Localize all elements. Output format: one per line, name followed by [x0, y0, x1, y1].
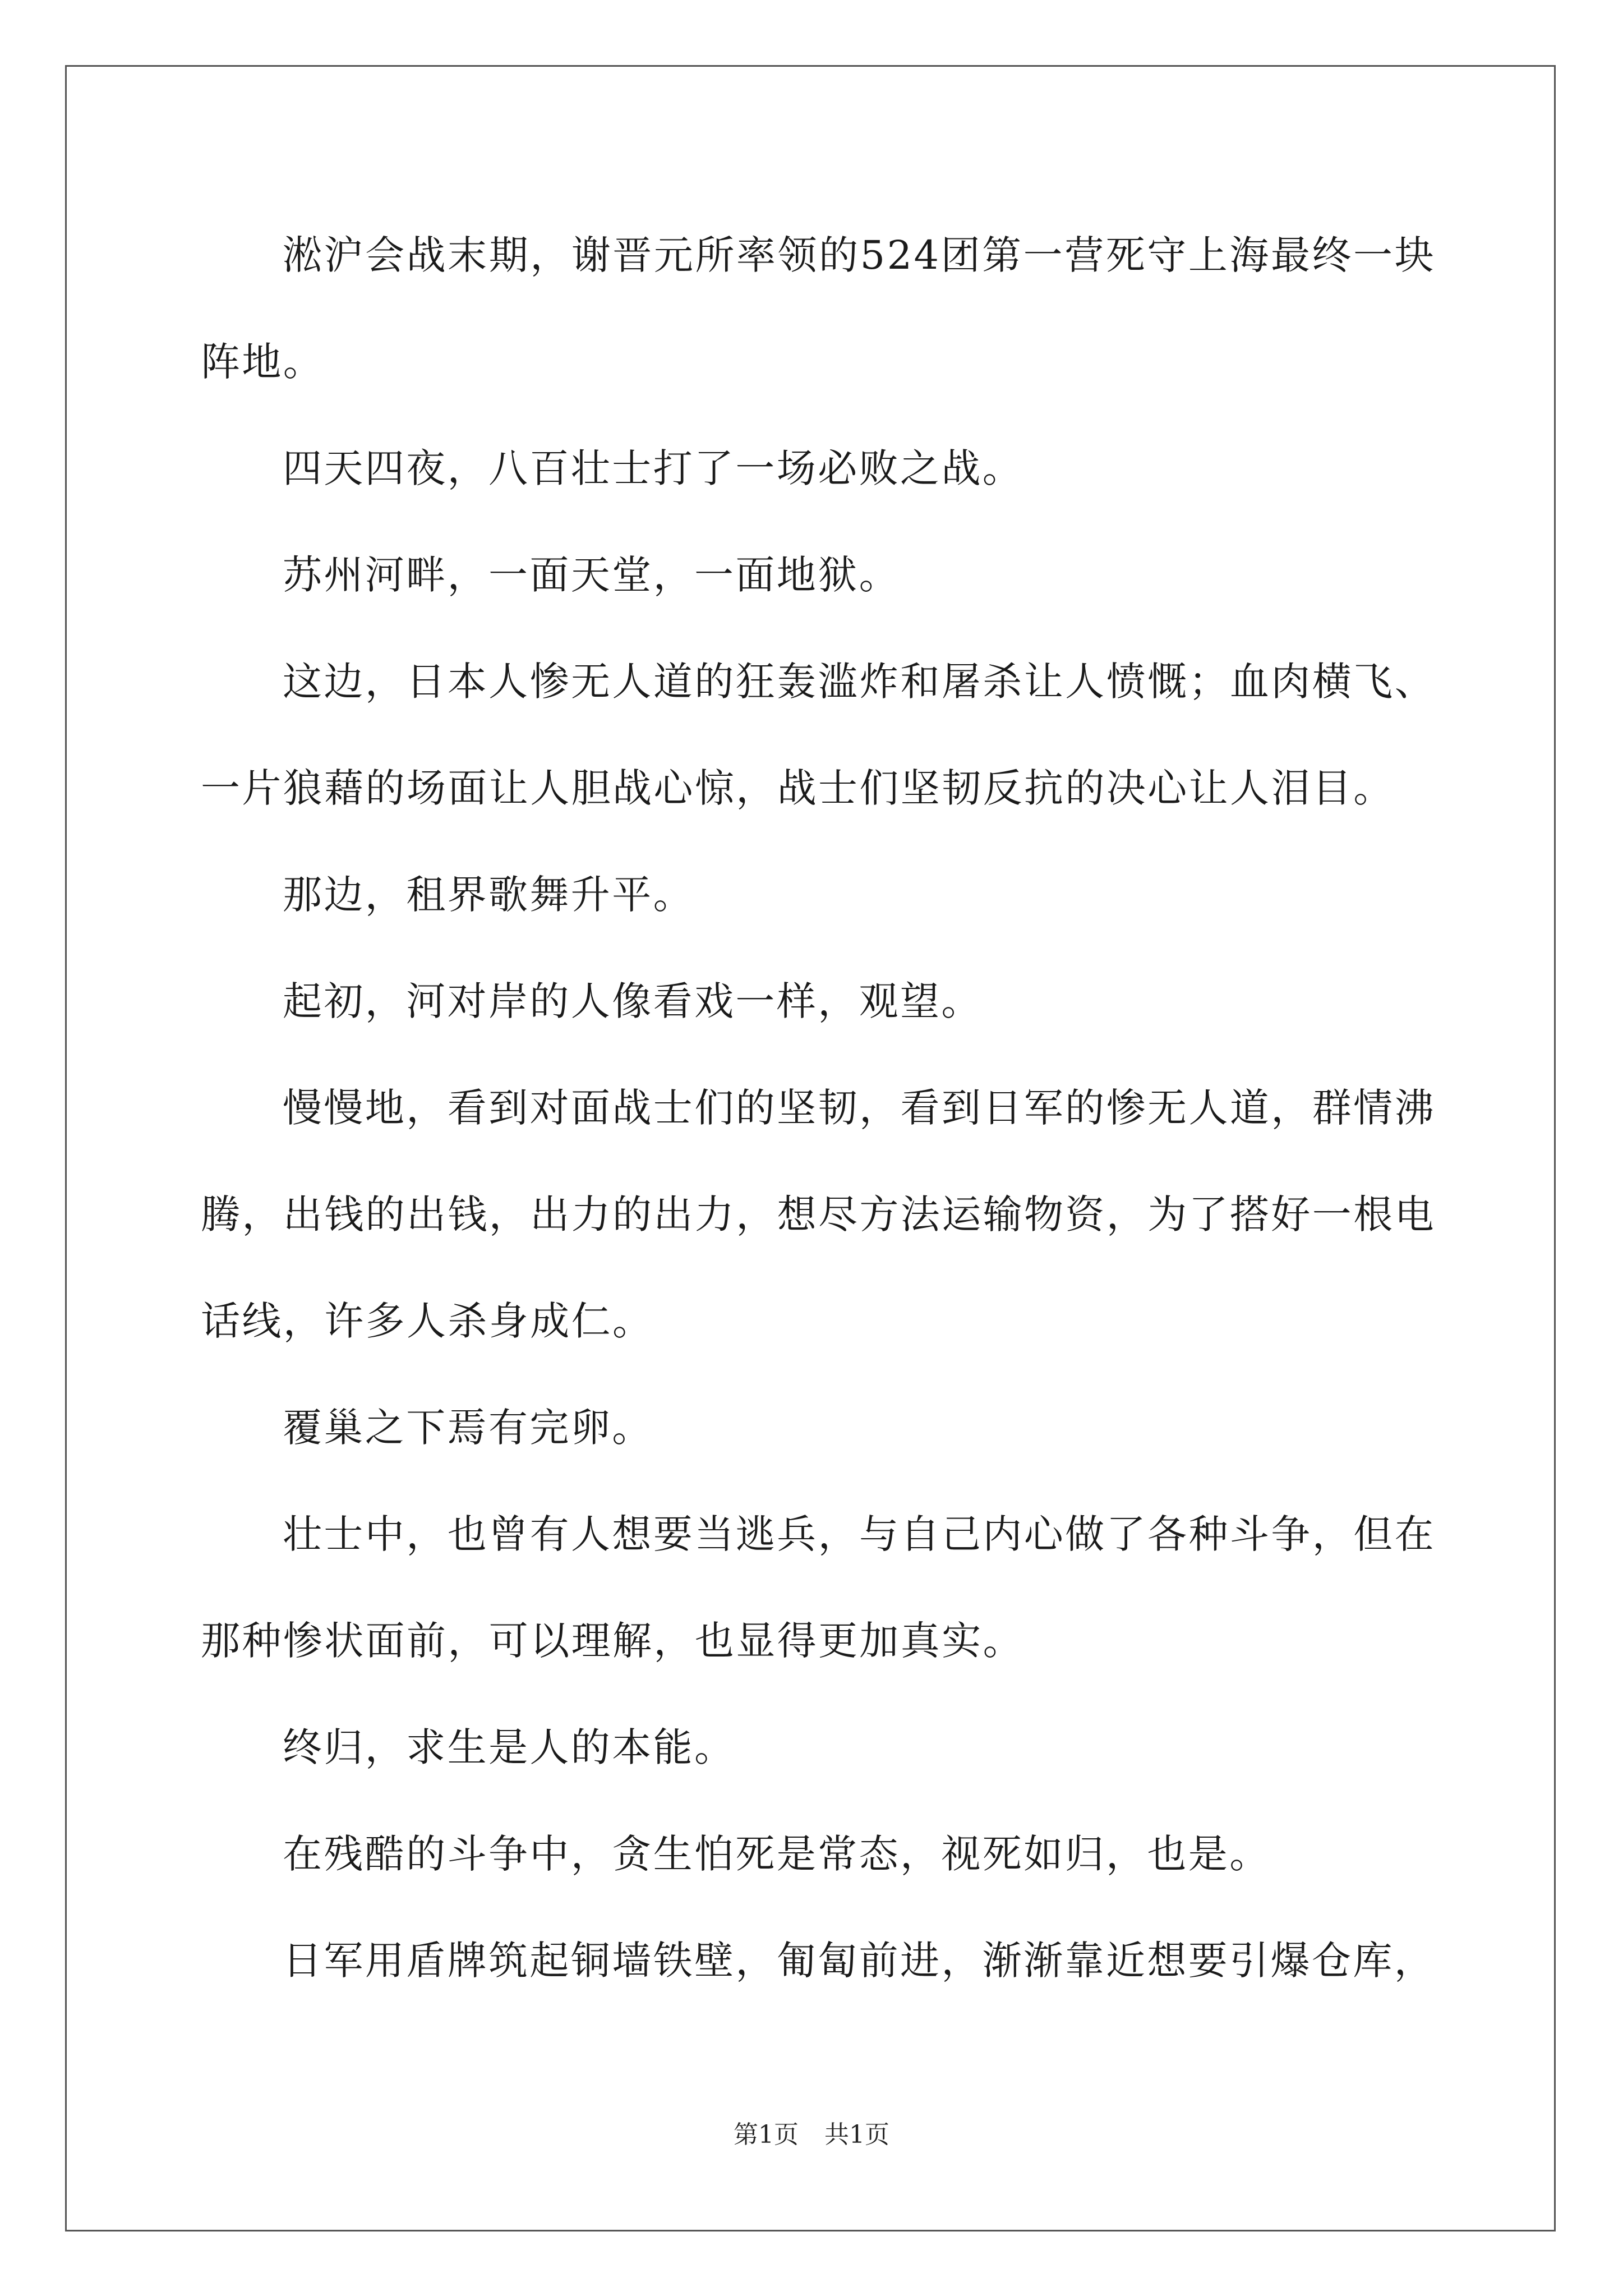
page-footer	[0, 2118, 1623, 2152]
paragraph: 终归，求生是人的本能。	[283, 1724, 736, 1770]
page-number: 第1页	[734, 2120, 799, 2149]
paragraph: 起初，河对岸的人像看戏一样，观望。	[283, 978, 983, 1024]
paragraph: 日军用盾牌筑起铜墙铁壁，匍匐前进，渐渐靠近想要引爆仓库，	[283, 1938, 1436, 1984]
paragraph: 慢慢地，看到对面战士们的坚韧，看到日军的惨无人道，群情沸腾，出钱的出钱，出力的出力，想尽方法运输物资，为了搭好一根电话线，许多人杀身成仁。	[201, 1085, 1436, 1344]
page-total: 共1页	[824, 2120, 889, 2149]
paragraph: 四天四夜，八百壮士打了一场必败之战。	[283, 445, 1024, 491]
paragraph: 苏州河畔，一面天堂，一面地狱。	[283, 552, 900, 598]
paragraph: 淞沪会战末期，谢晋元所率领的524团第一营死守上海最终一块阵地。	[201, 232, 1436, 385]
paragraph: 那边，租界歌舞升平。	[283, 872, 694, 918]
paragraph: 在残酷的斗争中，贪生怕死是常态，视死如归，也是。	[283, 1831, 1271, 1877]
paragraph: 这边，日本人惨无人道的狂轰滥炸和屠杀让人愤慨；血肉横飞、一片狼藉的场面让人胆战心惊，战士们坚韧反抗的决心让人泪目。	[201, 659, 1436, 811]
paragraph: 覆巢之下焉有完卵。	[283, 1405, 653, 1451]
paragraph: 壮士中，也曾有人想要当逃兵，与自己内心做了各种斗争，但在那种惨状面前，可以理解，也显得更加真实。	[201, 1511, 1436, 1664]
document-body	[201, 202, 1436, 2014]
